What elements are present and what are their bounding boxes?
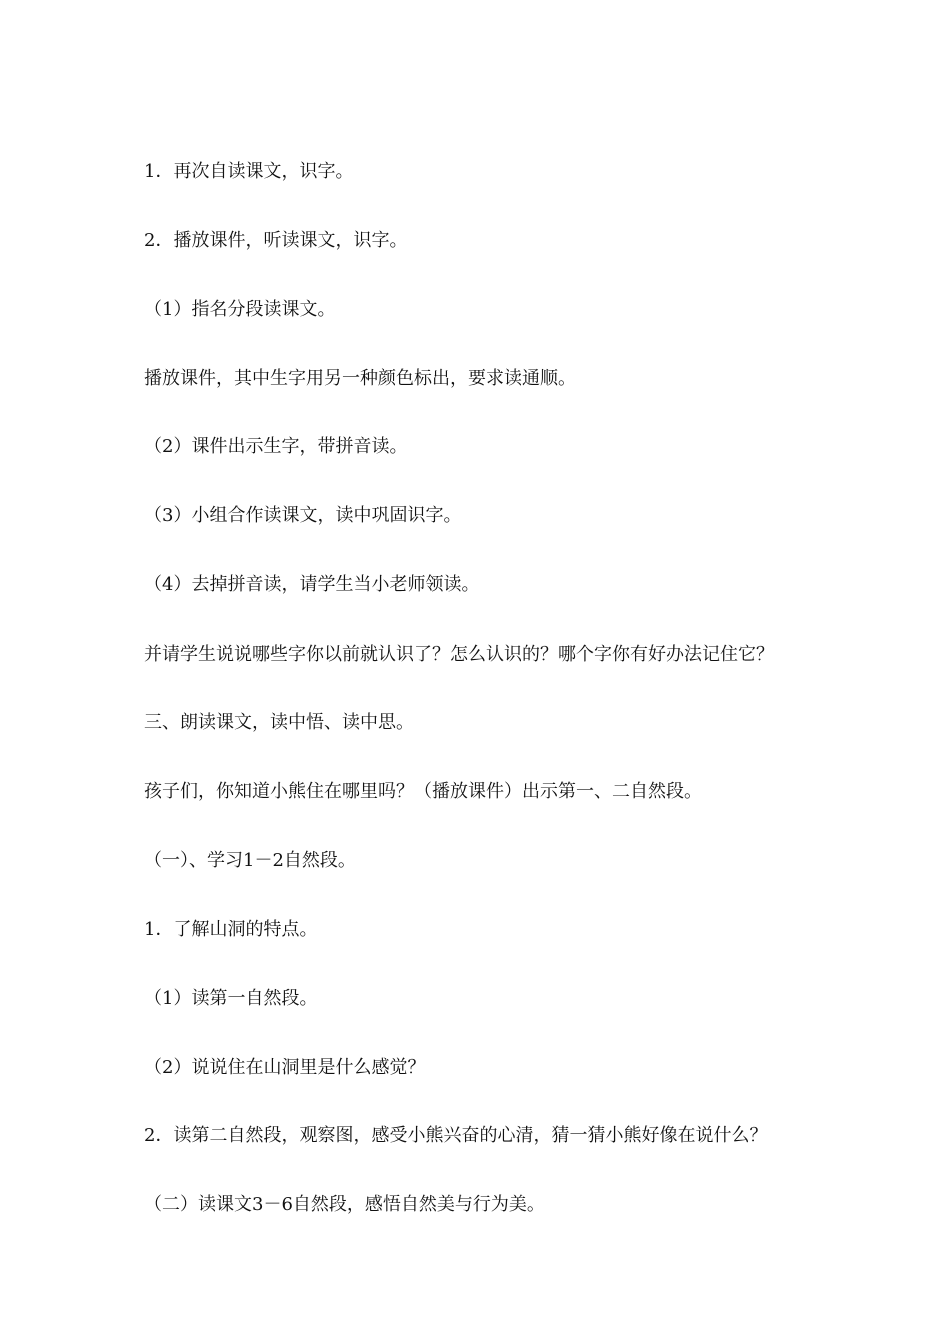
text-line: 1．再次自读课文，识字。 bbox=[144, 161, 354, 182]
text-line: 三、朗读课文，读中悟、读中思。 bbox=[144, 712, 414, 733]
text-line: 并请学生说说哪些字你以前就认识了？怎么认识的？哪个字你有好办法记住它？ bbox=[144, 644, 774, 665]
text-line: 2．读第二自然段，观察图，感受小熊兴奋的心清，猜一猜小熊好像在说什么？ bbox=[144, 1125, 768, 1146]
text-line: 2．播放课件，听读课文，识字。 bbox=[144, 230, 408, 251]
text-line: （1）指名分段读课文。 bbox=[144, 299, 336, 320]
text-line: （1）读第一自然段。 bbox=[144, 988, 318, 1009]
text-line: 孩子们，你知道小熊住在哪里吗？（播放课件）出示第一、二自然段。 bbox=[144, 781, 702, 802]
text-line: （2）说说住在山洞里是什么感觉？ bbox=[144, 1057, 426, 1078]
text-line: 1．了解山洞的特点。 bbox=[144, 919, 318, 940]
text-line: （4）去掉拼音读，请学生当小老师领读。 bbox=[144, 574, 480, 595]
text-line: （二）读课文3－6自然段，感悟自然美与行为美。 bbox=[144, 1194, 545, 1215]
text-line: （2）课件出示生字，带拼音读。 bbox=[144, 436, 408, 457]
text-line: （3）小组合作读课文，读中巩固识字。 bbox=[144, 505, 462, 526]
text-line: 播放课件，其中生字用另一种颜色标出，要求读通顺。 bbox=[144, 368, 576, 389]
text-line: （一）、学习1－2自然段。 bbox=[144, 850, 356, 871]
